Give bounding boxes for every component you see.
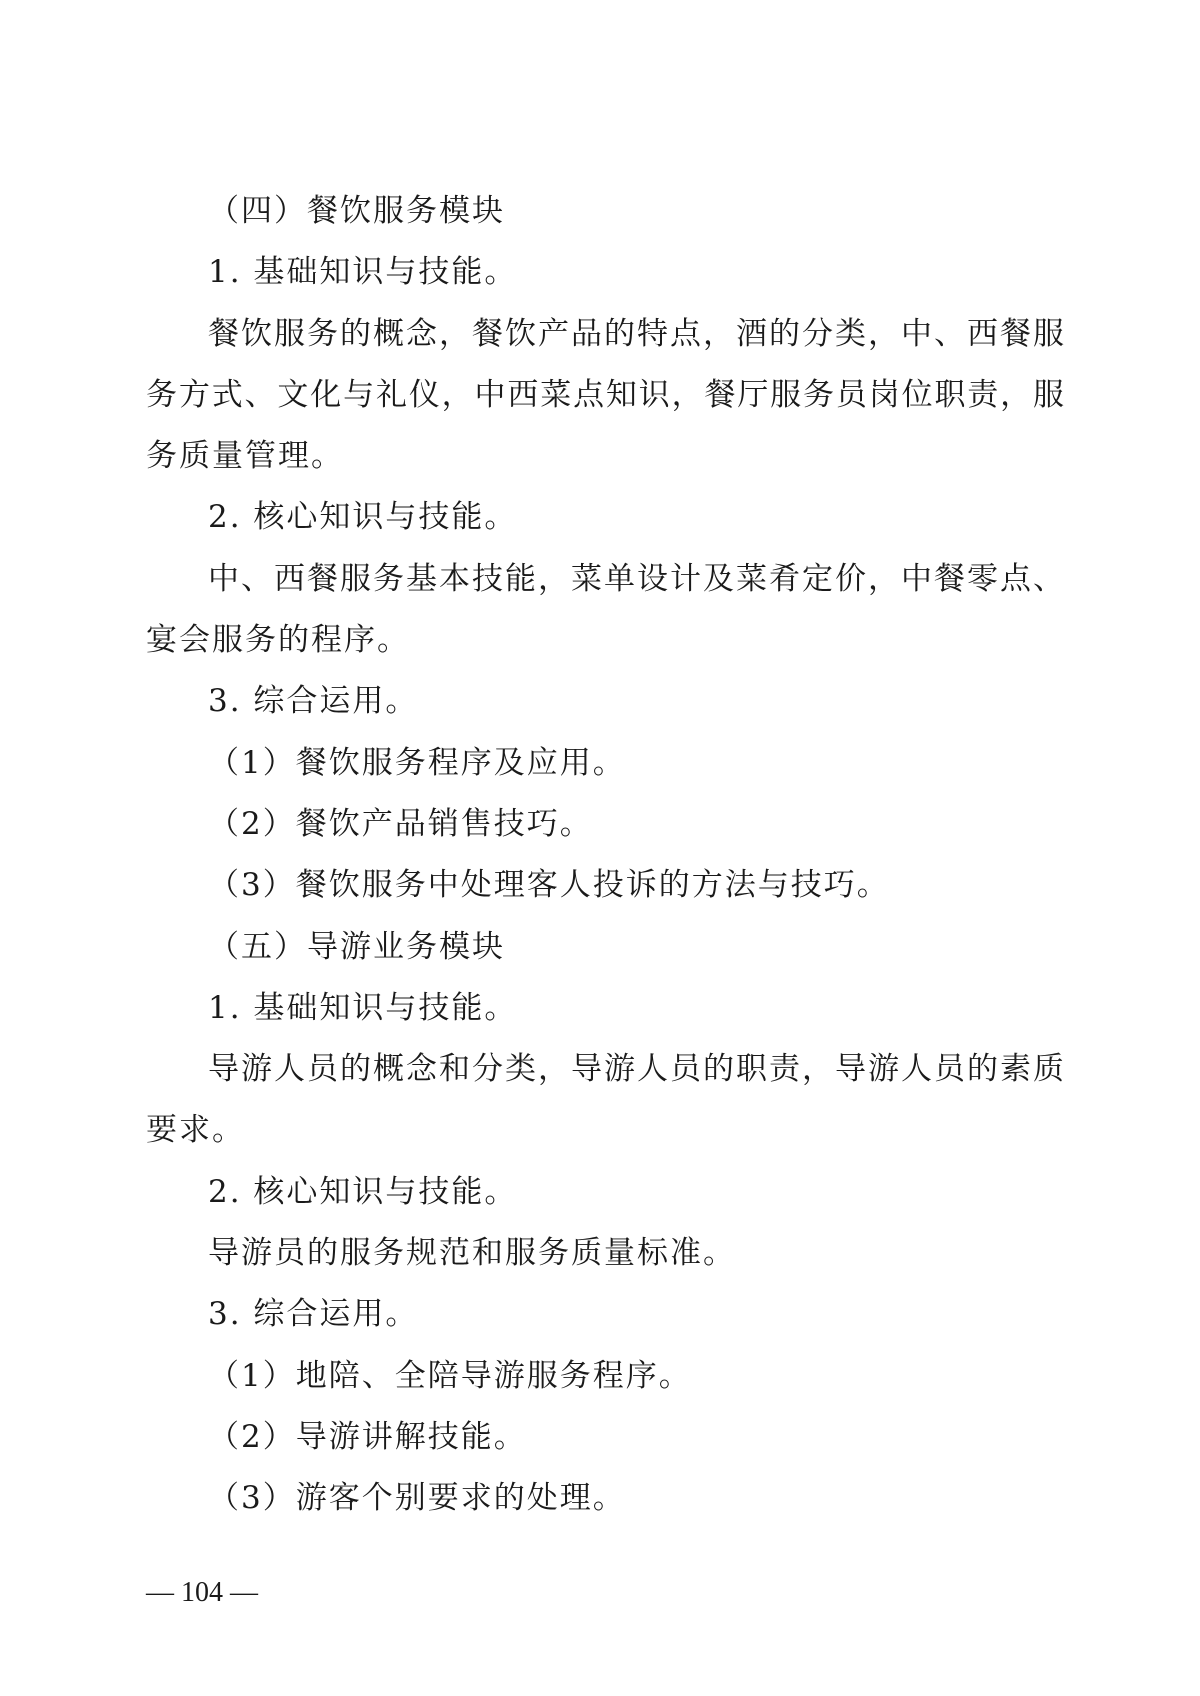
paragraph-line: 务质量管理。: [146, 438, 344, 475]
subheading-core-knowledge: 2. 核心知识与技能。: [208, 499, 518, 536]
document-body: [146, 181, 1064, 1530]
subheading-basic-knowledge: 1. 基础知识与技能。: [208, 254, 518, 291]
paragraph-line: 宴会服务的程序。: [146, 622, 410, 659]
subheading-application: 3. 综合运用。: [208, 1296, 419, 1333]
paragraph-line: 导游员的服务规范和服务质量标准。: [208, 1235, 736, 1272]
list-item: （1）餐饮服务程序及应用。: [208, 744, 626, 781]
list-item: （3）餐饮服务中处理客人投诉的方法与技巧。: [208, 867, 890, 904]
list-item: （2）餐饮产品销售技巧。: [208, 805, 593, 842]
section-heading-catering: （四）餐饮服务模块: [208, 193, 505, 229]
list-item: （1）地陪、全陪导游服务程序。: [208, 1357, 692, 1394]
list-item: （2）导游讲解技能。: [208, 1418, 527, 1455]
paragraph-line: 务方式、文化与礼仪，中西菜点知识，餐厅服务员岗位职责，服: [146, 376, 1064, 413]
paragraph-line: 要求。: [146, 1112, 245, 1149]
section-heading-tour-guide: （五）导游业务模块: [208, 928, 505, 965]
subheading-basic-knowledge: 1. 基础知识与技能。: [208, 989, 518, 1026]
paragraph-line: 导游人员的概念和分类，导游人员的职责，导游人员的素质: [208, 1051, 1064, 1088]
paragraph-line: 餐饮服务的概念，餐饮产品的特点，酒的分类，中、西餐服: [208, 315, 1064, 352]
page-number: — 104 —: [146, 1577, 258, 1608]
subheading-application: 3. 综合运用。: [208, 683, 419, 720]
list-item: （3）游客个别要求的处理。: [208, 1480, 626, 1517]
paragraph-line: 中、西餐服务基本技能，菜单设计及菜肴定价，中餐零点、: [208, 560, 1064, 597]
subheading-core-knowledge: 2. 核心知识与技能。: [208, 1173, 518, 1210]
